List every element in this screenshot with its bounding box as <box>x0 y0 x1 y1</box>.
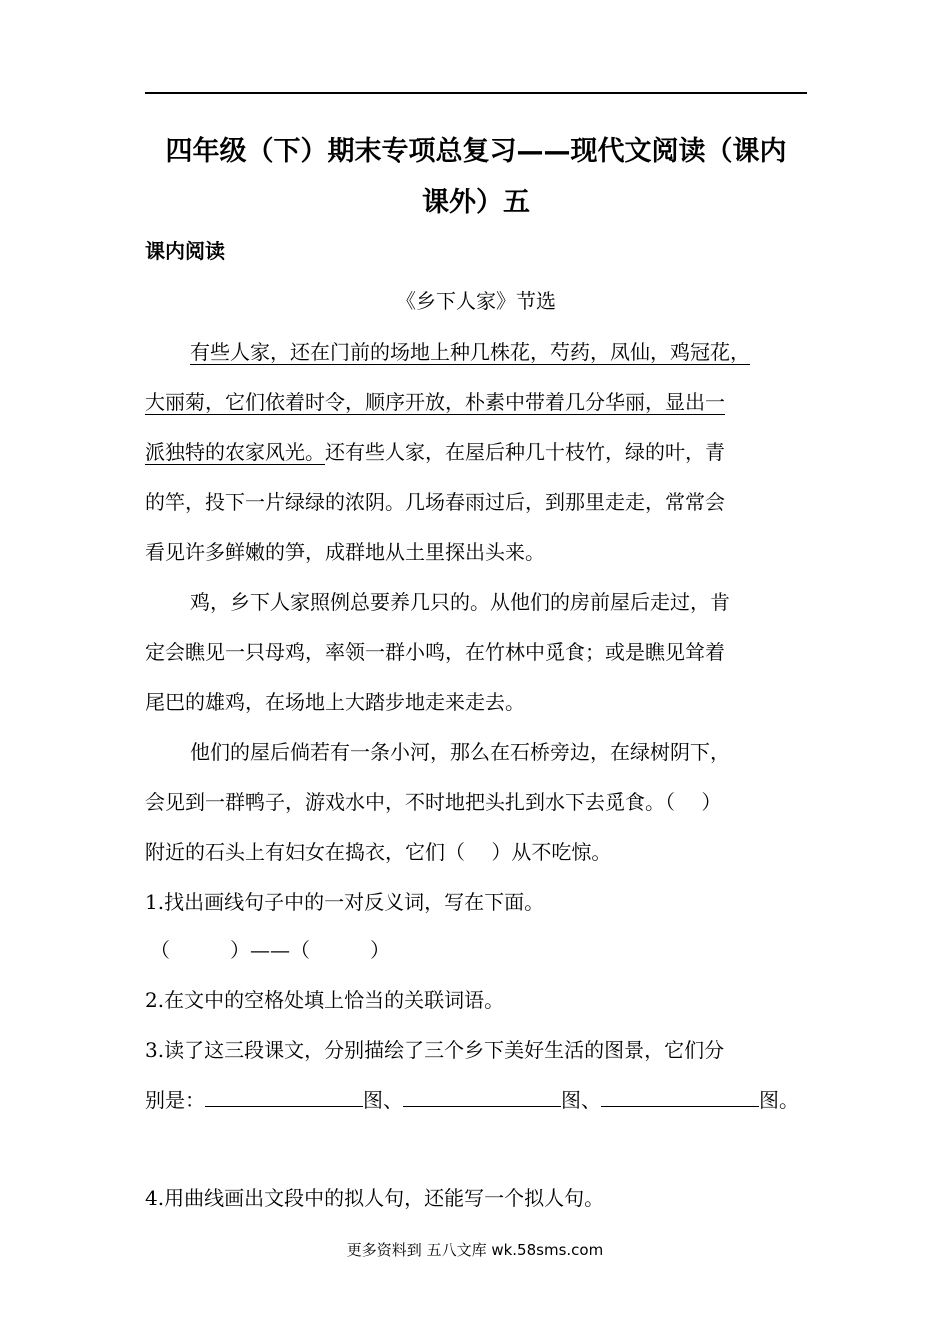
passage-p1-line5: 看见许多鲜嫩的笋，成群地从土里探出头来。 <box>145 540 545 564</box>
answer-blank-1 <box>205 1084 363 1107</box>
underlined-sentence: 大丽菊，它们依着时令，顺序开放，朴素中带着几分华丽，显出一 <box>145 390 725 414</box>
question-3-prefix: 别是： <box>145 1088 205 1112</box>
section-heading: 课内阅读 <box>145 239 225 263</box>
passage-p1-line3 <box>145 434 725 470</box>
passage-p2-line2: 定会瞧见一只母鸡，率领一群小鸣，在竹林中觅食；或是瞧见耸着 <box>145 640 725 664</box>
top-rule <box>145 92 807 94</box>
question-4: 4.用曲线画出文段中的拟人句，还能写一个拟人句。 <box>145 1186 605 1210</box>
question-3-line1: 3.读了这三段课文，分别描绘了三个乡下美好生活的图景，它们分 <box>145 1038 725 1062</box>
answer-blank-2 <box>403 1084 561 1107</box>
answer-blank-3 <box>601 1084 759 1107</box>
passage-p1-line1 <box>190 334 750 370</box>
underlined-sentence: 有些人家，还在门前的场地上种几株花，芍药，凤仙，鸡冠花， <box>190 340 750 364</box>
page-title-line1: 四年级（下）期末专项总复习——现代文阅读（课内 <box>165 136 787 167</box>
underlined-sentence: 派独特的农家风光。 <box>145 440 325 464</box>
blank-suffix-2: 图、 <box>561 1088 601 1112</box>
question-1-answer-blanks: （ ）——（ ） <box>150 938 390 962</box>
blank-suffix-3: 图。 <box>759 1088 799 1112</box>
passage-title: 《乡下人家》节选 <box>396 289 556 313</box>
passage-p3-line2: 会见到一群鸭子，游戏水中，不时地把头扎到水下去觅食。（ ） <box>145 790 722 814</box>
passage-p3-line1: 他们的屋后倘若有一条小河，那么在石桥旁边，在绿树阴下， <box>190 740 730 764</box>
page-title-line2: 课外）五 <box>422 187 530 218</box>
footer-text: 更多资料到 五八文库 wk.58sms.com <box>346 1241 604 1259</box>
blank-suffix-1: 图、 <box>363 1088 403 1112</box>
passage-p1-line2 <box>145 384 725 420</box>
passage-p2-line1: 鸡，乡下人家照例总要养几只的。从他们的房前屋后走过，肯 <box>190 590 730 614</box>
passage-text: 还有些人家，在屋后种几十枝竹，绿的叶，青 <box>325 440 725 464</box>
passage-p3-line3: 附近的石头上有妇女在捣衣，它们（ ）从不吃惊。 <box>145 840 612 864</box>
passage-p2-line3: 尾巴的雄鸡，在场地上大踏步地走来走去。 <box>145 690 525 714</box>
passage-p1-line4: 的竿，投下一片绿绿的浓阴。几场春雨过后，到那里走走，常常会 <box>145 490 725 514</box>
question-3-line2 <box>145 1082 799 1118</box>
question-2: 2.在文中的空格处填上恰当的关联词语。 <box>145 988 505 1012</box>
question-1: 1.找出画线句子中的一对反义词，写在下面。 <box>145 890 545 914</box>
